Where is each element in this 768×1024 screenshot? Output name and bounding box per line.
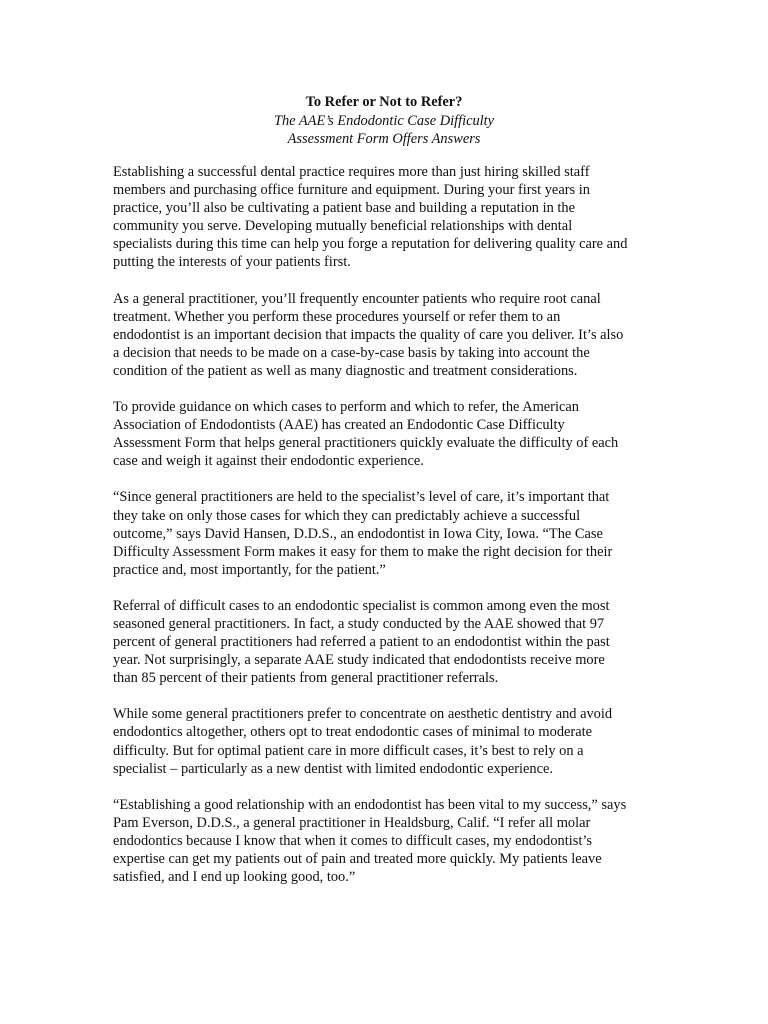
paragraph-guidance (113, 398, 658, 470)
text-line: than 85 percent of their patients from general practitioner referrals. (113, 670, 499, 687)
text-line: putting the interests of your patients first. (113, 254, 351, 271)
paragraph-everson-quote (113, 796, 658, 886)
text-line: community you serve. Developing mutually beneficial relationships with dental (113, 218, 573, 235)
text-line: While some general practitioners prefer to concentrate on aesthetic dentistry and avoid (113, 706, 613, 723)
article-body (113, 163, 658, 904)
paragraph-aesthetic-dentistry (113, 705, 658, 777)
text-line: members and purchasing office furniture and equipment. During your first years in (113, 182, 590, 199)
document-title: To Refer or Not to Refer? (305, 94, 463, 110)
text-line: To provide guidance on which cases to perform and which to refer, the American (113, 399, 579, 416)
text-line: endodontist is an important decision that impacts the quality of care you deliver. It’s also (113, 326, 624, 343)
paragraph-general-practitioner (113, 290, 658, 380)
text-line: they take on only those cases for which they can predictably achieve a successful (113, 507, 581, 524)
paragraph-referral-stats (113, 597, 658, 687)
text-line: satisfied, and I end up looking good, too.” (113, 869, 356, 886)
text-line: specialist – particularly as a new dentist with limited endodontic experience. (113, 760, 553, 777)
subtitle-line: Assessment Form Offers Answers (287, 130, 481, 147)
text-line: Establishing a successful dental practice requires more than just hiring skilled staff (113, 164, 590, 180)
text-line: Assessment Form that helps general practitioners quickly evaluate the difficulty of each (113, 435, 619, 452)
document-subtitle (0, 112, 768, 148)
text-line: practice, you’ll also be cultivating a patient base and building a reputation in the (113, 200, 575, 217)
paragraph-intro (113, 163, 658, 272)
text-line: condition of the patient as well as many diagnostic and treatment considerations. (113, 362, 578, 379)
text-line: endodontics because I know that when it comes to difficult cases, my endodontist’s (113, 832, 592, 849)
text-line: Difficulty Assessment Form makes it easy for them to make the right decision for their (113, 543, 613, 560)
text-line: outcome,” says David Hansen, D.D.S., an endodontist in Iowa City, Iowa. “The Case (113, 525, 603, 542)
text-line: a decision that needs to be made on a case-by-case basis by taking into account the (113, 344, 590, 361)
text-line: seasoned general practitioners. In fact, a study conducted by the AAE showed that 97 (113, 615, 605, 632)
text-line: year. Not surprisingly, a separate AAE study indicated that endodontists receive more (113, 652, 605, 669)
text-line: practice and, most importantly, for the patient.” (113, 561, 386, 578)
text-line: specialists during this time can help you forge a reputation for delivering quality care and (113, 236, 628, 253)
text-line: difficulty. But for optimal patient care in more difficult cases, it’s best to rely on a (113, 742, 584, 759)
text-line: As a general practitioner, you’ll frequently encounter patients who require root canal (113, 290, 601, 307)
text-line: endodontics altogether, others opt to treat endodontic cases of minimal to moderate (113, 724, 592, 741)
text-line: expertise can get my patients out of pain and treated more quickly. My patients leave (113, 851, 602, 867)
text-line: percent of general practitioners had referred a patient to an endodontist within the past (113, 634, 610, 651)
paragraph-hansen-quote (113, 488, 658, 578)
text-line: treatment. Whether you perform these procedures yourself or refer them to an (113, 308, 561, 325)
document-header (0, 93, 768, 148)
text-line: Pam Everson, D.D.S., a general practitioner in Healdsburg, Calif. “I refer all molar (113, 814, 591, 831)
text-line: case and weigh it against their endodontic experience. (113, 453, 424, 470)
subtitle-line: The AAE’s Endodontic Case Difficulty (273, 112, 495, 129)
text-line: “Establishing a good relationship with an endodontist has been vital to my success,” says (113, 796, 627, 813)
text-line: Referral of difficult cases to an endodontic specialist is common among even the most (113, 597, 610, 614)
text-line: Association of Endodontists (AAE) has created an Endodontic Case Difficulty (113, 417, 565, 434)
text-line: “Since general practitioners are held to the specialist’s level of care, it’s important that (113, 489, 610, 506)
